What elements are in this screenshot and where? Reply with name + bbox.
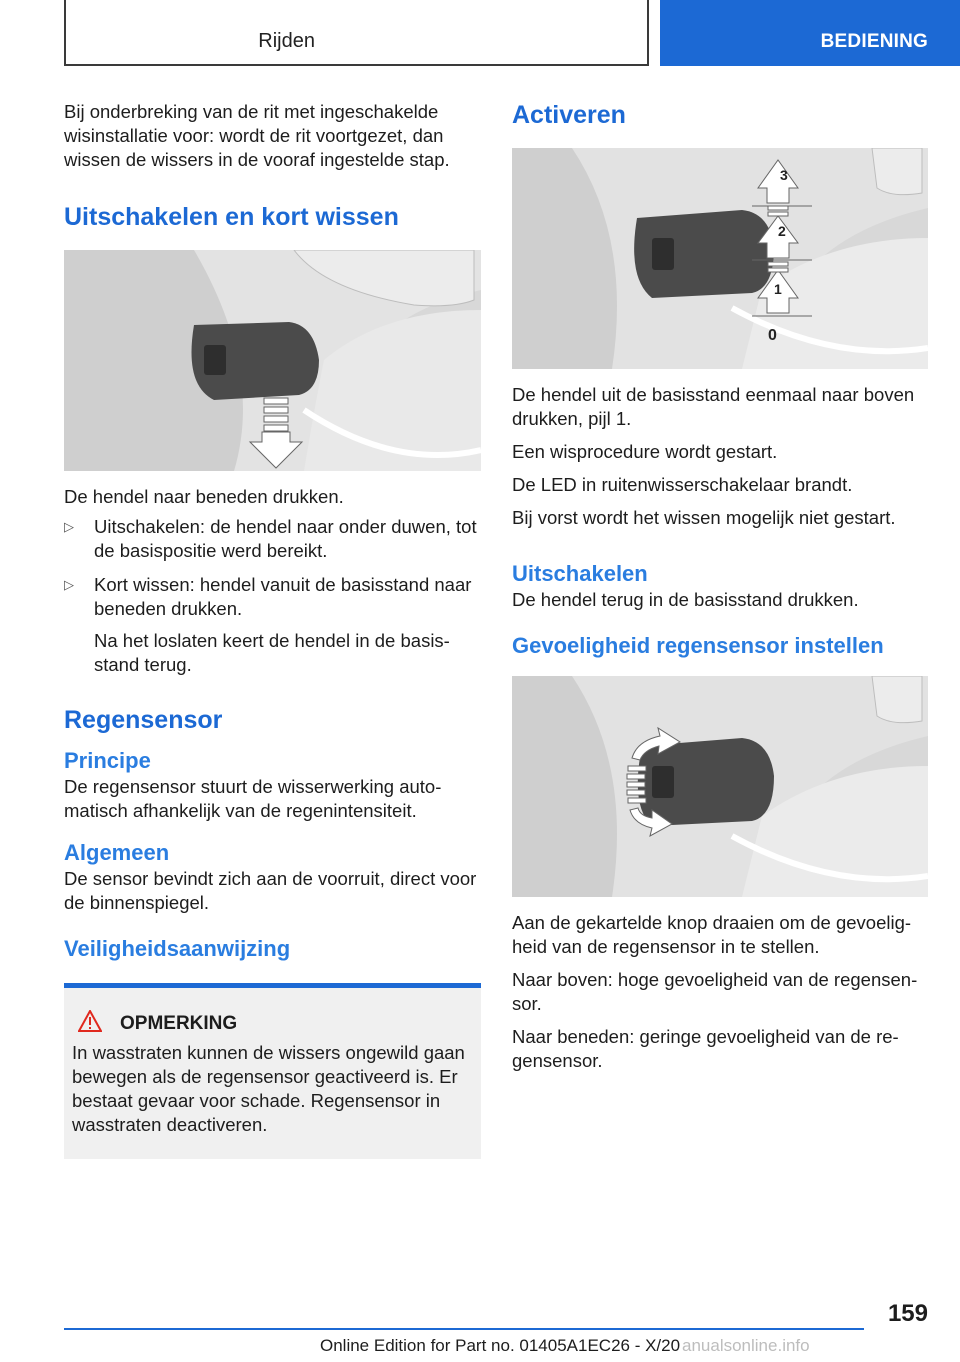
position-label-1: 1 — [774, 281, 782, 297]
heading-activeren: Activeren — [512, 101, 626, 129]
bullet-text: Uitschakelen: de hendel naar onder duwen, tot de basispositie werd bereikt. — [94, 516, 477, 561]
figure1-caption: De hendel naar beneden drukken. — [64, 486, 344, 507]
activeren-text-2: Een wisprocedure wordt gestart. — [512, 441, 778, 462]
chapter-title: BEDIENING — [820, 31, 928, 52]
triangle-bullet-icon: ▷ — [64, 577, 74, 592]
warning-text: In wasstraten kunnen de wissers ongewild gaan bewegen als de regensensor geactiveerd is. Er bestaat gevaar voor schade. Regensensor in wasstraten deactiveren. — [72, 1042, 465, 1135]
bullet-text: Kort wissen: hendel vanuit de basisstand naar beneden drukken. — [94, 574, 472, 619]
warning-header — [72, 1010, 473, 1037]
right-column — [512, 100, 928, 1073]
watermark: anualsonline.info — [682, 1336, 810, 1355]
left-column — [64, 100, 481, 1159]
heading-principe: Principe — [64, 748, 151, 773]
warning-title: OPMERKING — [120, 1012, 238, 1034]
heading-gevoeligheid: Gevoeligheid regensensor instellen — [512, 633, 884, 658]
figure-lever-down — [64, 250, 481, 471]
principe-text: De regensensor stuurt de wisserwerking auto-matisch afhankelijk van de regenintensiteit. — [64, 776, 442, 821]
activeren-text-1: De hendel uit de basisstand eenmaal naar boven drukken, pijl 1. — [512, 384, 915, 429]
warning-box — [64, 983, 481, 1159]
bullet-item — [64, 573, 481, 621]
section-title: Rijden — [258, 30, 315, 52]
heading-uitschakelen: Uitschakelen — [512, 561, 648, 586]
bullet-item — [64, 515, 481, 563]
gevoeligheid-text-3: Naar beneden: geringe gevoeligheid van de re-gensensor. — [512, 1026, 899, 1071]
gevoeligheid-text-1: Aan de gekartelde knop draaien om de gevoelig-heid van de regensensor in te stellen. — [512, 912, 912, 957]
chapter-tab[interactable] — [660, 0, 960, 66]
figure-lever-up-positions — [512, 148, 928, 369]
header-left-box — [64, 0, 649, 66]
gevoeligheid-text-2: Naar boven: hoge gevoeligheid van de regensen-sor. — [512, 969, 918, 1014]
heading-veiligheidsaanwijzing: Veiligheidsaanwijzing — [64, 936, 291, 961]
position-label-2: 2 — [778, 223, 786, 239]
page-number: 159 — [887, 1300, 928, 1327]
warning-triangle-icon — [72, 1010, 112, 1037]
bullet-note: Na het loslaten keert de hendel in de basis-stand terug. — [94, 630, 450, 675]
position-label-3: 3 — [780, 167, 788, 183]
footer-rule — [64, 1328, 864, 1330]
triangle-bullet-icon: ▷ — [64, 519, 74, 534]
intro-paragraph: Bij onderbreking van de rit met ingeschakelde wisinstallatie voor: wordt de rit voortgezet, dan wissen de wissers in de vooraf ingestelde stap. — [64, 101, 450, 170]
heading-uitschakelen-kort-wissen: Uitschakelen en kort wissen — [64, 203, 399, 231]
heading-regensensor: Regensensor — [64, 706, 223, 734]
uitschakelen-text: De hendel terug in de basisstand drukken. — [512, 589, 859, 610]
footer-edition: Online Edition for Part no. 01405A1EC26 - X/20 — [320, 1336, 681, 1355]
heading-algemeen: Algemeen — [64, 840, 170, 865]
algemeen-text: De sensor bevindt zich aan de voorruit, direct voor de binnenspiegel. — [64, 868, 477, 913]
position-label-0: 0 — [768, 327, 777, 344]
figure-knurled-knob — [512, 676, 928, 897]
activeren-text-4: Bij vorst wordt het wissen mogelijk niet gestart. — [512, 507, 896, 528]
activeren-text-3: De LED in ruitenwisserschakelaar brandt. — [512, 474, 853, 495]
